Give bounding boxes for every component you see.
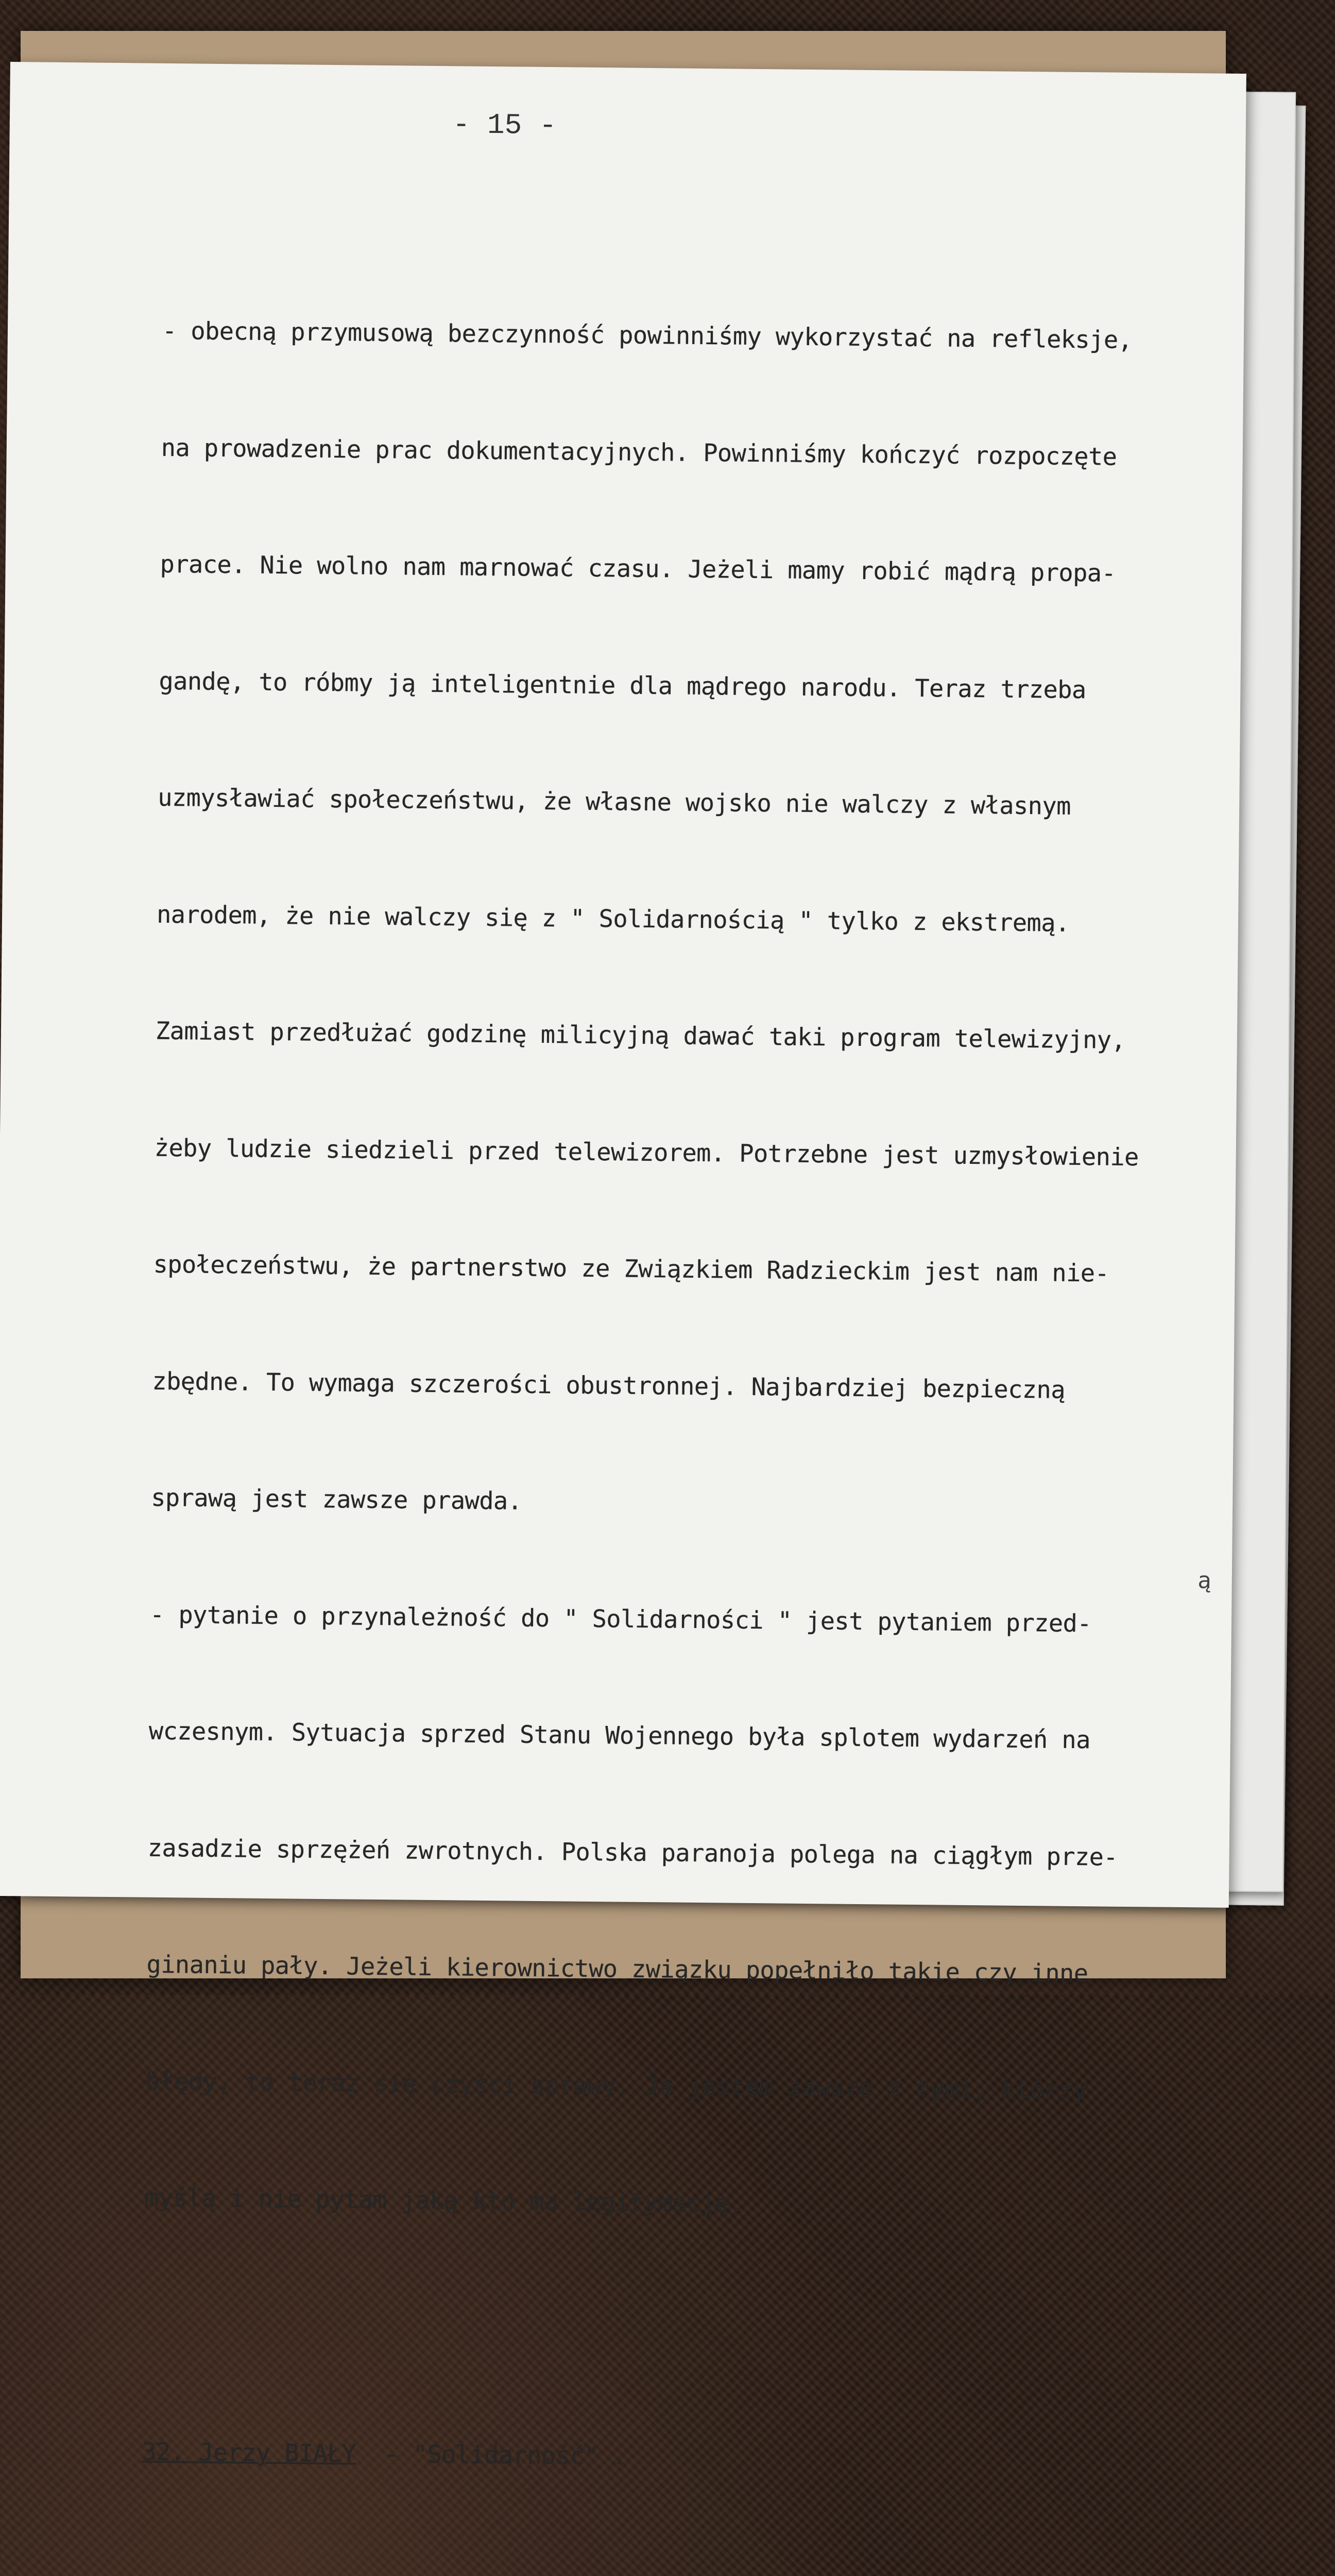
margin-note: ą — [1197, 1567, 1212, 1594]
text-line: zbędne. To wymaga szczerości obustronnej. Najbardziej bezpieczną — [152, 1367, 1066, 1404]
text-line: - obecną przymusową bezczynność powinniśmy wykorzystać na refleksje, — [162, 316, 1133, 354]
paragraph-block-1 — [143, 234, 1244, 2306]
page-text — [115, 156, 1245, 2576]
text-line: błędy, to teraz się czyści sprawy. Ja jestem zawsze z tymi, którzy — [145, 2067, 1087, 2105]
speaker-affiliation: - "Solidarność" . — [355, 2439, 627, 2471]
text-line: sprawą jest zawsze prawda. — [150, 1483, 522, 1516]
speaker-heading — [142, 2433, 1224, 2482]
text-line: ginaniu pały. Jeżeli kierownictwo związku popełniło takie czy inne — [146, 1950, 1088, 1988]
text-line: zasadzie sprzężeń zwrotnych. Polska paranoja polega na ciągłym prze- — [147, 1834, 1118, 1872]
page-number: - 15 - — [452, 108, 557, 143]
text-line: społeczeństwu, że partnerstwo ze Związkiem Radzieckim jest nam nie- — [153, 1250, 1109, 1288]
text-line: gandę, to róbmy ją inteligentnie dla mądrego narodu. Teraz trzeba — [159, 667, 1086, 704]
text-line: myślą i nie pytam jaką kto ma legitymację. — [144, 2183, 744, 2218]
text-line: prace. Nie wolno nam marnować czasu. Jeżeli mamy robić mądrą propa- — [160, 550, 1116, 588]
text-line: wczesnym. Sytuacja sprzed Stanu Wojennego była splotem wydarzeń na — [148, 1717, 1091, 1755]
text-line: Zamiast przedłużać godzinę milicyjną dawać taki program telewizyjny, — [155, 1016, 1126, 1055]
text-line: narodem, że nie walczy się z " Solidarnością " tylko z ekstremą. — [156, 900, 1070, 938]
text-line: żeby ludzie siedzieli przed telewizorem. Potrzebne jest uzmysłowienie — [154, 1133, 1139, 1172]
text-line: uzmysławiać społeczeństwu, że własne wojsko nie walczy z własnym — [158, 783, 1071, 821]
speaker-name: 32. Jerzy BIAŁY — [142, 2437, 356, 2468]
text-line: na prowadzenie prac dokumentacyjnych. Powinniśmy kończyć rozpoczęte — [161, 433, 1117, 471]
text-line: - pytanie o przynależność do " Solidarności " jest pytaniem przed- — [149, 1600, 1092, 1638]
typewritten-page — [0, 62, 1246, 2471]
